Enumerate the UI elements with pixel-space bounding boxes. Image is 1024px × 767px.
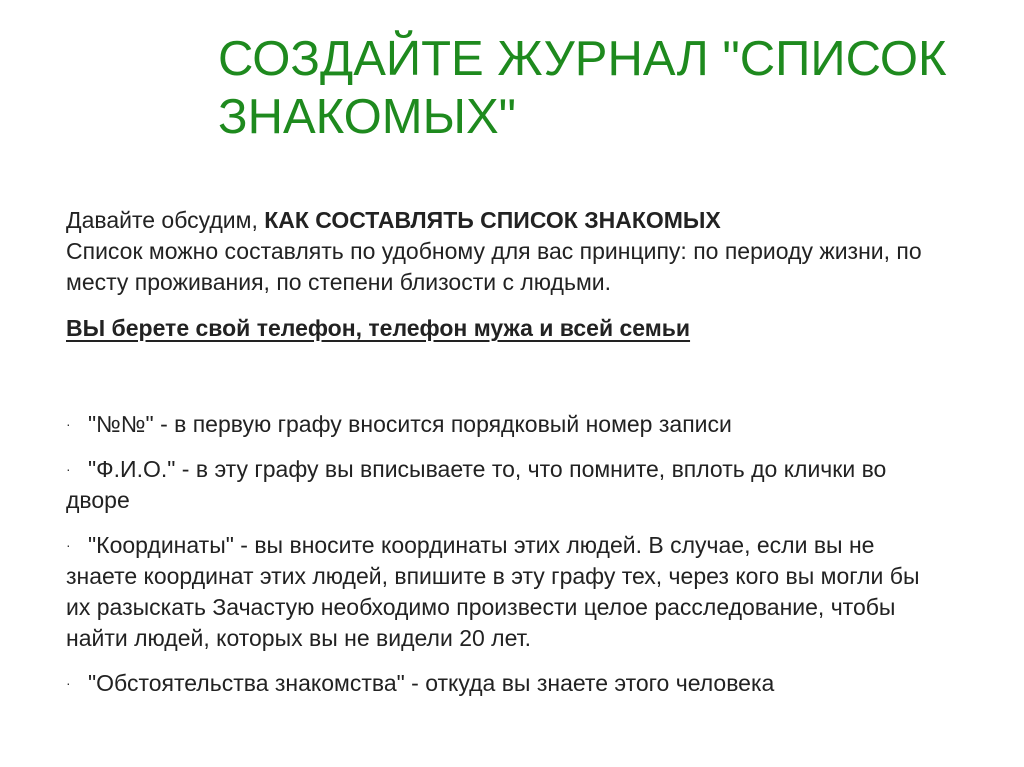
intro-lead: Давайте обсудим, — [66, 207, 265, 233]
bullet-dot-icon: · — [66, 461, 71, 477]
intro-block — [66, 205, 946, 344]
bullet-list — [66, 409, 946, 713]
bullet-dot-icon: · — [66, 675, 71, 691]
list-item-text: "№№" - в первую графу вносится порядковый номер записи — [88, 411, 732, 437]
list-item-text: "Ф.И.О." - в эту графу вы вписываете то, что помните, вплоть до клички во дворе — [66, 456, 887, 513]
intro-lead-bold: КАК СОСТАВЛЯТЬ СПИСОК ЗНАКОМЫХ — [264, 207, 721, 233]
bullet-dot-icon: · — [66, 537, 71, 553]
list-item — [66, 409, 946, 440]
list-item-text: "Координаты" - вы вносите координаты этих людей. В случае, если вы не знаете координат этих людей, впишите в эту графу тех, через кого вы могли бы их разыскать Зачастую необходимо произвести целое расследование, чтобы найти людей, которых вы не видели 20 лет. — [66, 532, 920, 651]
slide-title: СОЗДАЙТЕ ЖУРНАЛ "СПИСОК ЗНАКОМЫХ" — [218, 32, 947, 144]
list-item — [66, 530, 946, 654]
intro-paragraph — [66, 205, 946, 298]
bullet-dot-icon: · — [66, 416, 71, 432]
list-item-text: "Обстоятельства знакомства" - откуда вы знаете этого человека — [88, 670, 775, 696]
intro-first-line — [66, 205, 946, 236]
list-item — [66, 668, 946, 699]
list-item — [66, 454, 946, 516]
emphasis-line: ВЫ берете свой телефон, телефон мужа и всей семьи — [66, 315, 691, 341]
intro-text: Список можно составлять по удобному для вас принципу: по периоду жизни, по месту проживания, по степени близости с людьми. — [66, 238, 922, 295]
